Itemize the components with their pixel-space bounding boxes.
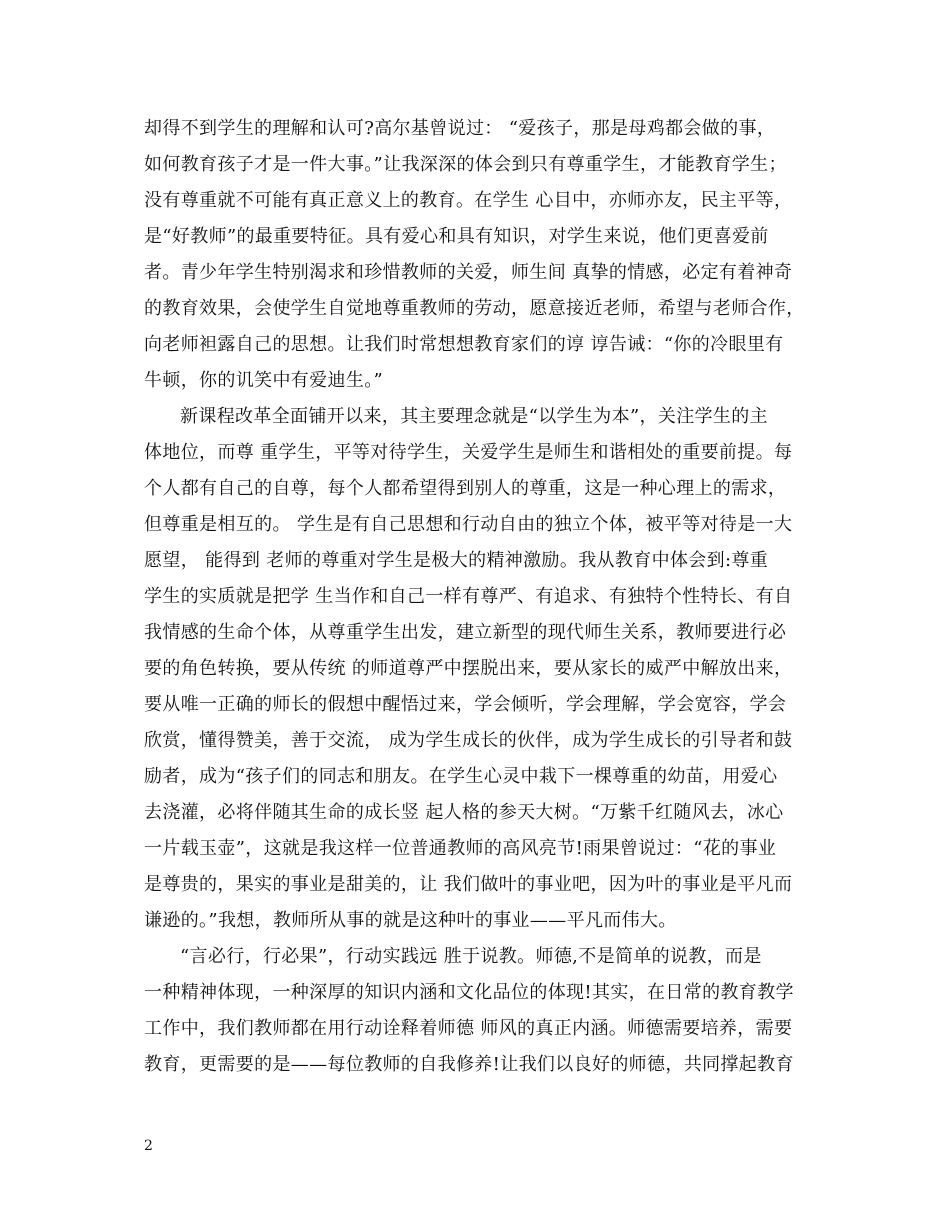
paragraph-first-line: 新课程改革全面铺开以来，其主要理念就是“以学生为本”，关注学生的主 [180, 406, 768, 427]
body-text-line: 工作中，我们教师都在用行动诠释着师德 师风的真正内涵。师德需要培养，需要 [144, 1018, 793, 1039]
body-text-line: 学生的实质就是把学 生当作和自己一样有尊严、有追求、有独特个性特长、有自 [144, 586, 793, 607]
body-text-line: 我情感的生命个体，从尊重学生出发，建立新型的现代师生关系，教师要进行必 [144, 622, 787, 643]
body-text-line: 欣赏，懂得赞美，善于交流， 成为学生成长的伙伴，成为学生成长的引导者和鼓 [144, 730, 793, 751]
body-text-line: 去浇灌，必将伴随其生命的成长竖 起人格的参天大树。“万紫千红随风去，冰心 [144, 802, 784, 823]
body-text-line: 牛顿，你的讥笑中有爱迪生。” [144, 370, 384, 391]
body-text-line: 一种精神体现，一种深厚的知识内涵和文化品位的体现!其实，在日常的教育教学 [144, 982, 794, 1003]
body-text-line: 是尊贵的，果实的事业是甜美的，让 我们做叶的事业吧，因为叶的事业是平凡而 [144, 874, 793, 895]
body-text-line: 是“好教师”的最重要特征。具有爱心和具有知识，对学生来说，他们更喜爱前 [144, 226, 769, 247]
body-text-line: 个人都有自己的自尊，每个人都希望得到别人的尊重，这是一种心理上的需求， [144, 478, 787, 499]
body-text-line: 愿望， 能得到 老师的尊重对学生是极大的精神激励。我从教育中体会到:尊重 [144, 550, 769, 571]
body-text-line: 一片载玉壶”，这就是我这样一位普通教师的高风亮节!雨果曾说过：“花的事业 [144, 838, 777, 859]
body-text-line: 的教育效果，会使学生自觉地尊重教师的劳动，愿意接近老师，希望与老师合作， [144, 298, 805, 319]
body-text-line: 如何教育孩子才是一件大事。”让我深深的体会到只有尊重学生，才能教育学生； [144, 154, 787, 175]
body-text-line: 却得不到学生的理解和认可?高尔基曾说过： “爱孩子，那是母鸡都会做的事， [144, 118, 776, 139]
page-number: 2 [144, 1138, 153, 1154]
body-text-line: 者。青少年学生特别渴求和珍惜教师的关爱，师生间 真挚的情感，必定有着神奇 [144, 262, 793, 283]
body-text-line: 要从唯一正确的师长的假想中醒悟过来，学会倾听，学会理解，学会宽容，学会 [144, 694, 787, 715]
body-text-line: 励者，成为“孩子们的同志和朋友。在学生心灵中栽下一棵尊重的幼苗，用爱心 [144, 766, 778, 787]
paragraph-first-line: “言必行，行必果”，行动实践远 胜于说教。师德,不是简单的说教，而是 [180, 946, 762, 967]
body-text-line: 体地位，而尊 重学生，平等对待学生，关爱学生是师生和谐相处的重要前提。每 [144, 442, 793, 463]
body-text-line: 谦逊的。”我想，教师所从事的就是这种叶的事业——平凡而伟大。 [144, 910, 677, 931]
body-text-line: 教育，更需要的是——每位教师的自我修养!让我们以良好的师德，共同撑起教育 [144, 1054, 794, 1075]
body-text-line: 但尊重是相互的。 学生是有自己思想和行动自由的独立个体，被平等对待是一大 [144, 514, 793, 535]
body-text-line: 没有尊重就不可能有真正意义上的教育。在学生 心目中，亦师亦友，民主平等， [144, 190, 793, 211]
body-text-line: 要的角色转换，要从传统 的师道尊严中摆脱出来，要从家长的威严中解放出来， [144, 658, 793, 679]
body-text-line: 向老师袒露自己的思想。让我们时常想想教育家们的谆 谆告诫：“你的冷眼里有 [144, 334, 784, 355]
